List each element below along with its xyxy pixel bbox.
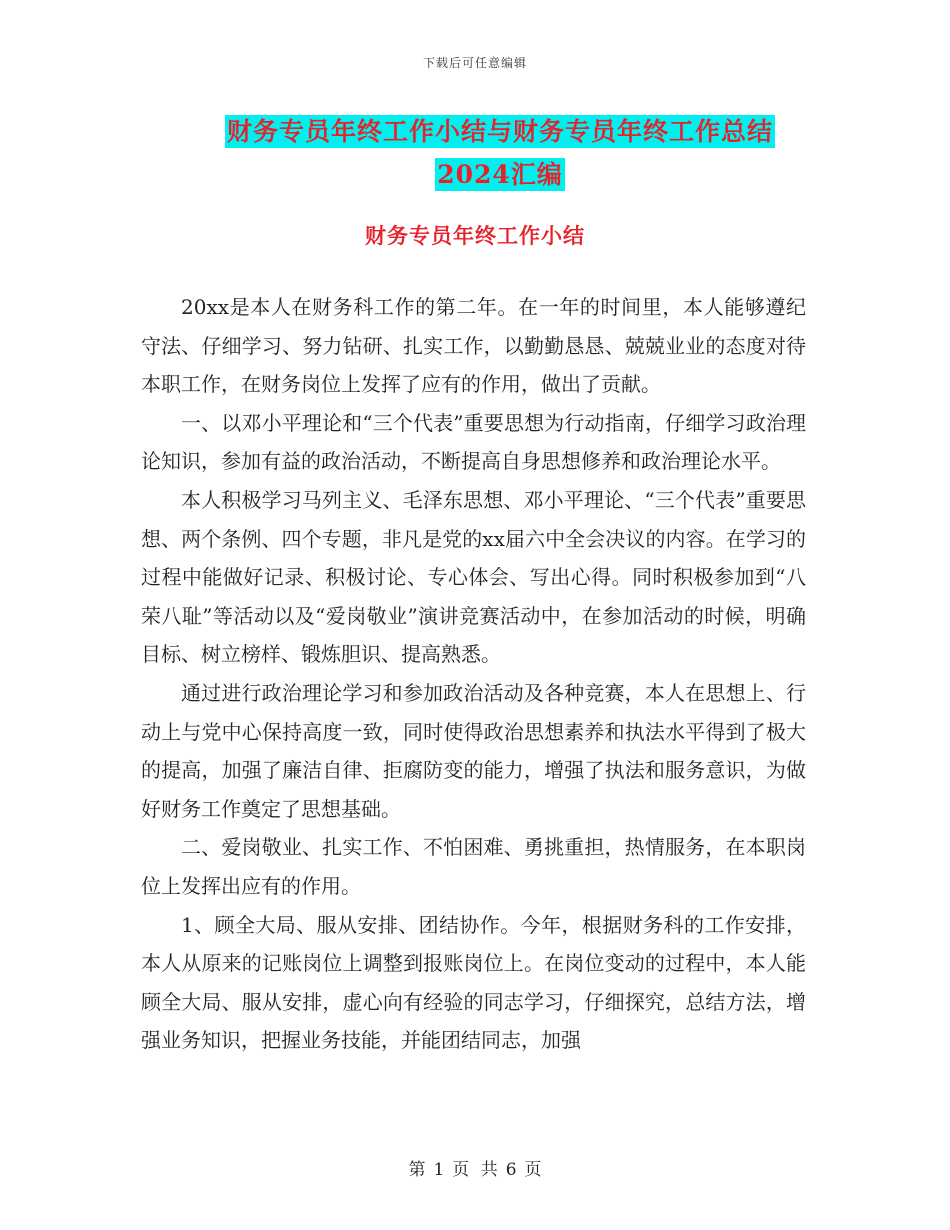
total-pages: 6 bbox=[505, 1160, 517, 1180]
page-label-suffix: 页 bbox=[524, 1160, 542, 1180]
paragraph: 20xx是本人在财务科工作的第二年。在一年的时间里，本人能够遵纪守法、仔细学习、努力钻研、扎实工作，以勤勤恳恳、兢兢业业的态度对待本职工作，在财务岗位上发挥了应有的作用，做出了贡献。 bbox=[141, 295, 806, 397]
paragraph: 二、爱岗敬业、扎实工作、不怕困难、勇挑重担，热情服务，在本职岗位上发挥出应有的作用。 bbox=[141, 835, 806, 898]
section-title: 财务专员年终工作小结 bbox=[365, 223, 585, 248]
page-label-prefix: 第 bbox=[408, 1160, 426, 1180]
page-footer bbox=[0, 1155, 950, 1180]
header-note: 下载后可任意编辑 bbox=[422, 56, 527, 70]
paragraph: 本人积极学习马列主义、毛泽东思想、邓小平理论、“三个代表”重要思想、两个条例、四个专题，非凡是党的xx届六中全会决议的内容。在学习的过程中能做好记录、积极讨论、专心体会、写出心得。同时积极参加到“八荣八耻”等活动以及“爱岗敬业”演讲竞赛活动中，在参加活动的时候，明确目标、树立榜样、锻炼胆识、提高熟悉。 bbox=[141, 487, 806, 667]
document-title bbox=[190, 110, 810, 196]
page-label-mid: 页 共 bbox=[452, 1160, 498, 1180]
document-title-text: 财务专员年终工作小结与财务专员年终工作总结2024汇编 bbox=[226, 117, 773, 189]
paragraph: 1、顾全大局、服从安排、团结协作。今年，根据财务科的工作安排，本人从原来的记账岗位上调整到报账岗位上。在岗位变动的过程中，本人能顾全大局、服从安排，虚心向有经验的同志学习，仔细探究，总结方法，增强业务知识，把握业务技能，并能团结同志，加强 bbox=[141, 912, 806, 1053]
paragraph: 一、以邓小平理论和“三个代表”重要思想为行动指南，仔细学习政治理论知识，参加有益的政治活动，不断提高自身思想修养和政治理论水平。 bbox=[141, 410, 806, 474]
page-number: 1 bbox=[433, 1160, 445, 1180]
paragraph: 通过进行政治理论学习和参加政治活动及各种竞赛，本人在思想上、行动上与党中心保持高度一致，同时使得政治思想素养和执法水平得到了极大的提高，加强了廉洁自律、拒腐防变的能力，增强了执法和服务意识，为做好财务工作奠定了思想基础。 bbox=[141, 680, 806, 821]
document-body bbox=[141, 288, 806, 1060]
